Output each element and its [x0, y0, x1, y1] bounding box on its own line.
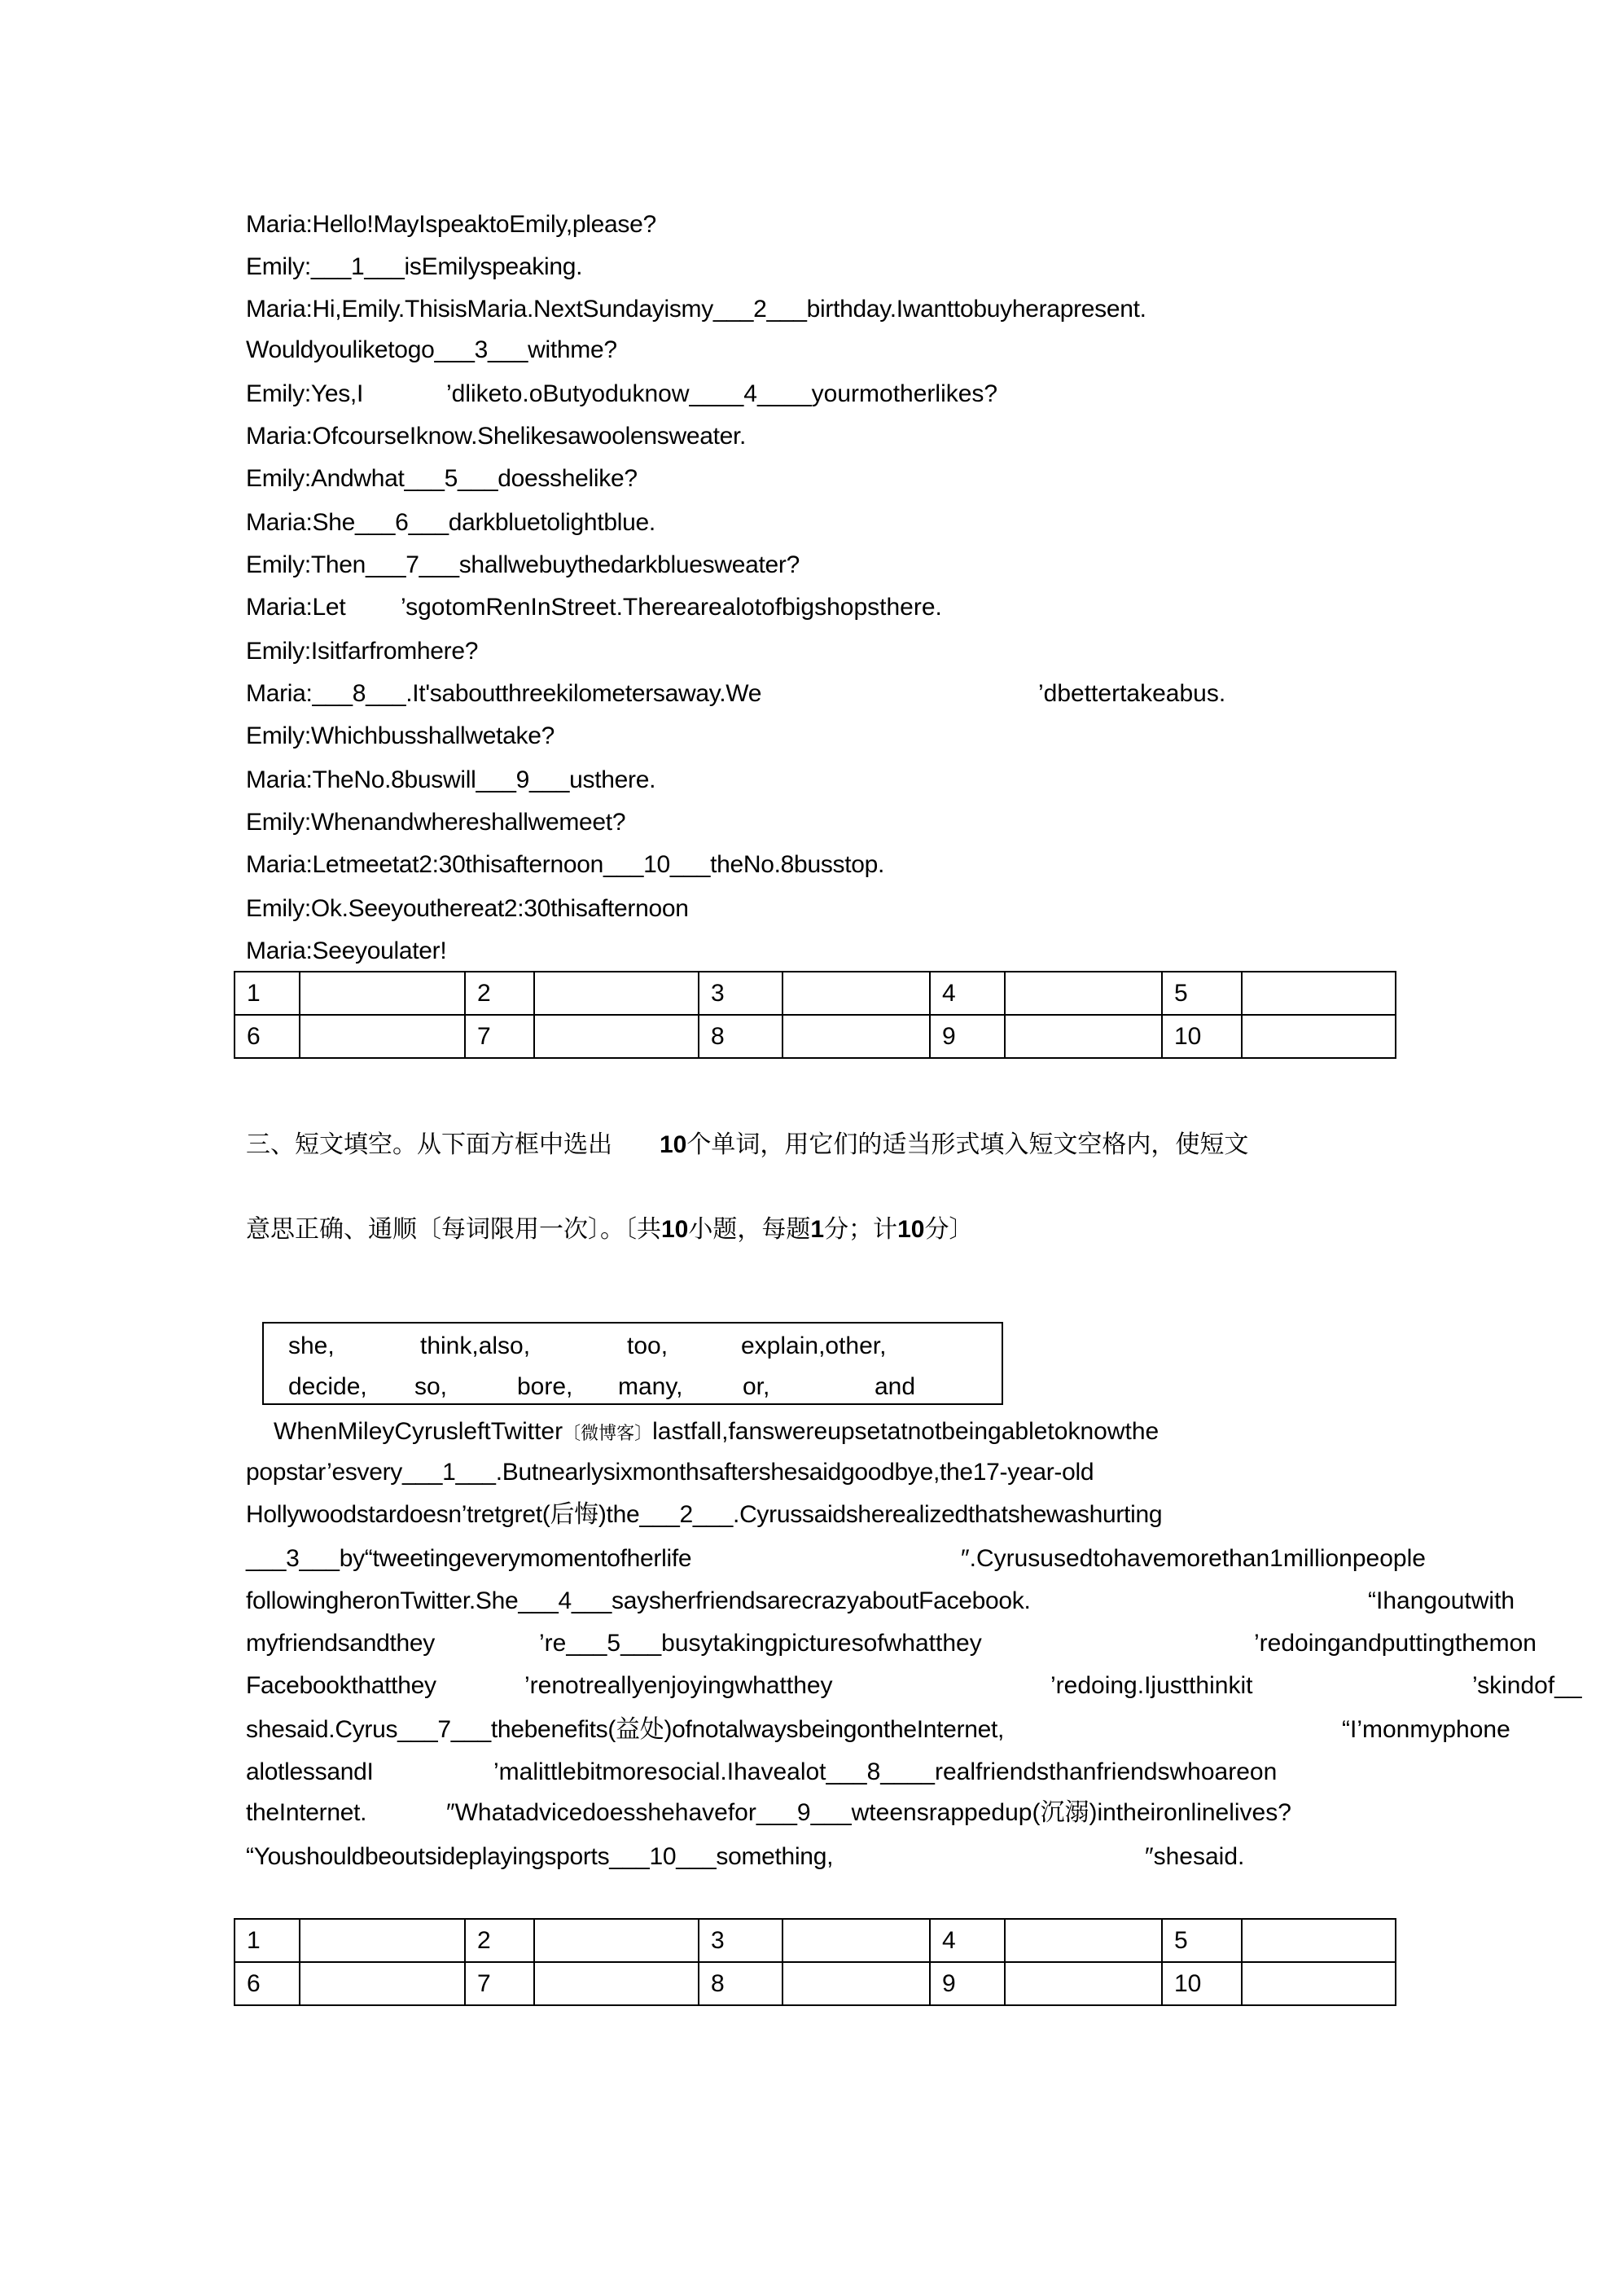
- dialogue-line: Maria:Hi,Emily.ThisisMaria.NextSundayismy___2___birthday.Iwanttobuyherapresent.: [246, 296, 1146, 323]
- word-item: so,: [414, 1373, 448, 1400]
- answer-cell[interactable]: [1005, 1015, 1162, 1058]
- answer-cell[interactable]: [534, 972, 699, 1015]
- passage-annotation: 〔微博客〕: [563, 1423, 653, 1443]
- answer-cell[interactable]: [783, 1015, 930, 1058]
- answer-cell[interactable]: [1005, 1919, 1162, 1962]
- answer-cell[interactable]: [534, 1015, 699, 1058]
- dialogue-line: Maria:Letmeetat2:30thisafternoon___10___theNo.8busstop.: [246, 851, 885, 878]
- answer-row: [235, 1015, 1396, 1058]
- answer-number: 8: [699, 1962, 783, 2005]
- heading-text: 分〕: [924, 1216, 974, 1243]
- word-item: she,: [288, 1332, 335, 1359]
- answer-number: 8: [699, 1015, 783, 1058]
- dialogue-line: Maria:She___6___darkbluetolightblue.: [246, 509, 655, 536]
- answer-number: 4: [930, 972, 1005, 1015]
- dialogue-line-tail: ’sgotomRenInStreet.Therearealotofbigshopsthere.: [401, 594, 942, 621]
- passage-line-part: ’malittlebitmoresocial.Ihavealot___8____realfriendsthanfriendswhoareon: [493, 1758, 1278, 1785]
- word-item: many,: [618, 1373, 683, 1400]
- answer-number: 7: [465, 1962, 534, 2005]
- dialogue-line: Wouldyouliketogo___3___withme?: [246, 336, 617, 363]
- answer-table-2: [234, 1918, 1396, 2006]
- answer-cell[interactable]: [1242, 1015, 1396, 1058]
- answer-number: 5: [1162, 1919, 1242, 1962]
- passage-line: Hollywoodstardoesn’tretgret(后悔)the___2___.Cyrussaidsherealizedthatshewashurting: [246, 1501, 1163, 1528]
- dialogue-line: Maria:Seeyoulater!: [246, 937, 447, 964]
- answer-cell[interactable]: [300, 1015, 465, 1058]
- passage-line: “Youshouldbeoutsideplayingsports___10___something,: [246, 1843, 834, 1870]
- heading-number: 10: [897, 1216, 925, 1243]
- dialogue-line-tail: ’dliketo.oButyoduknow____4____yourmotherlikes?: [446, 380, 998, 407]
- dialogue-line: Maria:OfcourseIknow.Shelikesawoolensweater.: [246, 423, 747, 450]
- word-item: and: [875, 1373, 916, 1400]
- answer-cell[interactable]: [1005, 1962, 1162, 2005]
- answer-cell[interactable]: [300, 972, 465, 1015]
- answer-number: 7: [465, 1015, 534, 1058]
- dialogue-line: Emily:Andwhat___5___doesshelike?: [246, 465, 638, 492]
- dialogue-line-tail: ’dbettertakeabus.: [1038, 680, 1226, 707]
- heading-text: 小题，每题: [688, 1216, 811, 1243]
- passage-line: [274, 1416, 1159, 1450]
- answer-number: 10: [1162, 1962, 1242, 2005]
- section-instructions: [246, 1214, 973, 1246]
- answer-row: [235, 972, 1396, 1015]
- answer-table-1: [234, 971, 1396, 1059]
- dialogue-line: Maria:___8___.It'saboutthreekilometersaway.We: [246, 680, 762, 707]
- answer-number: 3: [699, 1919, 783, 1962]
- answer-number: 3: [699, 972, 783, 1015]
- heading-number: 1: [810, 1216, 825, 1243]
- passage-line-part: ’redoing.Ijustthinkit: [1050, 1672, 1253, 1699]
- word-item: think,also,: [420, 1332, 531, 1359]
- passage-text: lastfall,fanswereupsetatnotbeingabletoknowthe: [652, 1418, 1160, 1445]
- word-item: too,: [627, 1332, 669, 1359]
- passage-line: shesaid.Cyrus___7___thebenefits(益处)ofnotalwaysbeingontheInternet,: [246, 1716, 1005, 1743]
- answer-cell[interactable]: [1005, 972, 1162, 1015]
- answer-number: 2: [465, 1919, 534, 1962]
- passage-line: followingheronTwitter.She___4___saysherfriendsarecrazyaboutFacebook.: [246, 1587, 1031, 1614]
- dialogue-line: Emily:Then___7___shallwebuythedarkbluesweater?: [246, 551, 800, 578]
- answer-number: 5: [1162, 972, 1242, 1015]
- passage-line: ___3___by“tweetingeverymomentofherlife: [246, 1545, 692, 1572]
- answer-cell[interactable]: [783, 972, 930, 1015]
- passage-line-part: ’re___5___busytakingpicturesofwhatthey: [539, 1630, 982, 1657]
- heading-number: 10: [661, 1216, 689, 1243]
- word-item: or,: [743, 1373, 770, 1400]
- answer-row: [235, 1919, 1396, 1962]
- dialogue-line: Emily:Whenandwhereshallwemeet?: [246, 809, 626, 836]
- word-box: [262, 1322, 1003, 1405]
- passage-line: theInternet.: [246, 1799, 367, 1826]
- dialogue-line: Maria:TheNo.8buswill___9___usthere.: [246, 766, 656, 793]
- dialogue-line: Emily:Ok.Seeyouthereat2:30thisafternoon: [246, 895, 689, 922]
- answer-cell[interactable]: [1242, 972, 1396, 1015]
- word-item: explain,other,: [741, 1332, 887, 1359]
- heading-text: 三、短文填空。从下面方框中选出: [246, 1131, 612, 1158]
- answer-number: 6: [235, 1962, 300, 2005]
- dialogue-line: Emily:Yes,I: [246, 380, 363, 407]
- answer-cell[interactable]: [1242, 1962, 1396, 2005]
- answer-cell[interactable]: [783, 1919, 930, 1962]
- answer-number: 1: [235, 1919, 300, 1962]
- passage-line: myfriendsandthey: [246, 1630, 435, 1657]
- dialogue-line: Emily:___1___isEmilyspeaking.: [246, 253, 583, 280]
- answer-number: 4: [930, 1919, 1005, 1962]
- passage-line-part: ’skindof__: [1472, 1672, 1582, 1699]
- heading-text: 意思正确、通顺〔每词限用一次〕。〔共: [246, 1216, 661, 1243]
- passage-line-part: ″.Cyrususedtohavemorethan1millionpeople: [961, 1545, 1426, 1572]
- passage-line-part: ’redoingandputtingthemon: [1254, 1630, 1537, 1657]
- answer-number: 1: [235, 972, 300, 1015]
- passage-line-part: ″Whatadvicedoesshehavefor___9___wteensrappedup(沉溺)intheironlinelives?: [446, 1799, 1291, 1826]
- word-item: bore,: [517, 1373, 573, 1400]
- dialogue-line: Emily:Isitfarfromhere?: [246, 638, 479, 665]
- passage-line-part: ″shesaid.: [1145, 1843, 1245, 1870]
- heading-text: 分；计: [824, 1216, 898, 1243]
- passage-line-part: ’renotreallyenjoyingwhatthey: [524, 1672, 833, 1699]
- answer-number: 10: [1162, 1015, 1242, 1058]
- heading-number: 10: [660, 1131, 687, 1158]
- answer-cell[interactable]: [534, 1962, 699, 2005]
- answer-number: 6: [235, 1015, 300, 1058]
- dialogue-line: Maria:Hello!MayIspeaktoEmily,please?: [246, 211, 656, 238]
- answer-cell[interactable]: [534, 1919, 699, 1962]
- passage-line: popstar’esvery___1___.Butnearlysixmonthsaftershesaidgoodbye,the17-year-old: [246, 1459, 1094, 1486]
- dialogue-line: Maria:Let: [246, 594, 346, 621]
- answer-cell[interactable]: [300, 1919, 465, 1962]
- passage-line: alotlessandI: [246, 1758, 374, 1785]
- heading-text: 个单词，用它们的适当形式填入短文空格内，使短文: [686, 1131, 1249, 1158]
- passage-text: WhenMileyCyrusleftTwitter: [274, 1418, 563, 1445]
- passage-line: Facebookthatthey: [246, 1672, 436, 1699]
- answer-cell[interactable]: [1242, 1919, 1396, 1962]
- answer-cell[interactable]: [300, 1962, 465, 2005]
- passage-line-part: “I’monmyphone: [1342, 1716, 1510, 1743]
- answer-cell[interactable]: [783, 1962, 930, 2005]
- answer-number: 9: [930, 1015, 1005, 1058]
- section-heading: [246, 1129, 1248, 1161]
- dialogue-line: Emily:Whichbusshallwetake?: [246, 722, 555, 749]
- answer-number: 9: [930, 1962, 1005, 2005]
- answer-row: [235, 1962, 1396, 2005]
- answer-number: 2: [465, 972, 534, 1015]
- passage-line-part: “Ihangoutwith: [1368, 1587, 1515, 1614]
- word-item: decide,: [288, 1373, 367, 1400]
